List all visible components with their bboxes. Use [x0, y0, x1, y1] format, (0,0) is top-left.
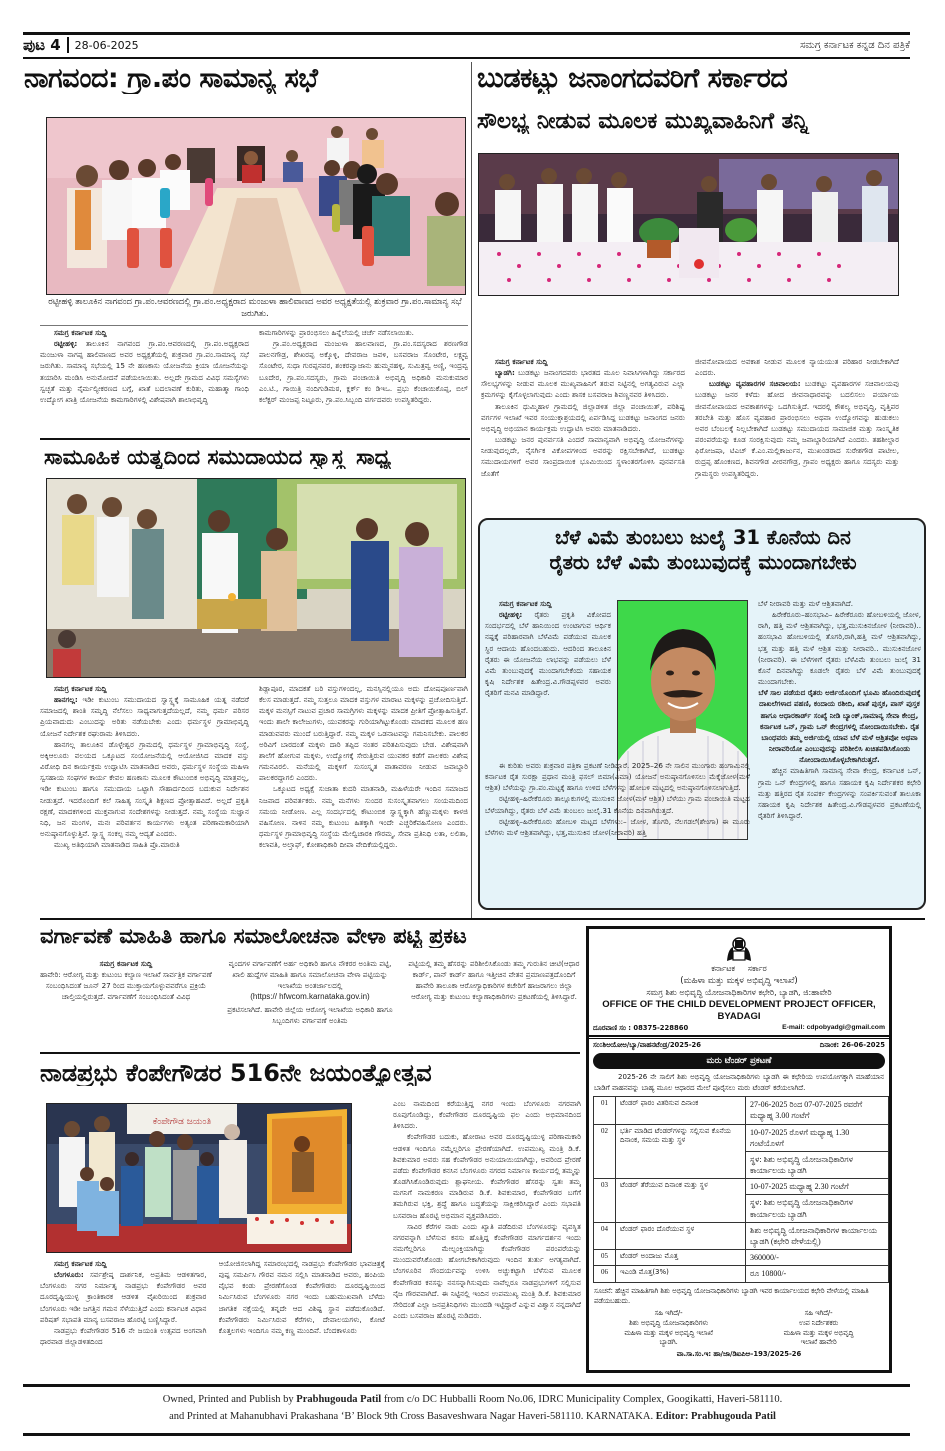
imprint-line-2 — [0, 1409, 945, 1425]
ad-ref-number: ಸಂ:ಶಿಅಯೋಅ/ಬ್ಯಾ/ವಾಹನಟೆಂಡ್ರ/2025-26 — [593, 1041, 702, 1050]
article3-body — [40, 683, 468, 915]
article3-paragraph — [40, 694, 249, 739]
article2-photo — [478, 153, 899, 296]
ad-signature-right — [784, 1309, 854, 1348]
tender-table-row — [594, 1124, 889, 1151]
article2-headline-line2: ಸೌಲಭ್ಯ ನೀಡುವ ಮೂಲಕ ಮುಖ್ಯವಾಹಿನಿಗೆ ತನ್ನಿ — [477, 110, 809, 134]
article4-headline-line1: ಬೆಳೆ ವಿಮೆ ತುಂಬಲು ಜುಲೈ 31 ಕೊನೆಯ ದಿನ — [555, 526, 851, 549]
article3-paragraph: ಮುಖ್ಯ ಅತಿಥಿಯಾಗಿ ಮಾತನಾಡಿದ ಸಾಹಿತಿ ಪ್ರೊ.ಮಾರುತಿ — [54, 840, 180, 850]
ad-govt-name: ಕರ್ನಾಟಕ ಸರ್ಕಾರ — [711, 964, 767, 973]
signature-line: ಉಪ ನಿರ್ದೇಶಕರು — [798, 1318, 839, 1327]
section-divider — [40, 918, 925, 920]
tender-row-number: 01 — [594, 1097, 616, 1124]
masthead-top-rule — [23, 32, 910, 35]
article1-column-1 — [40, 327, 249, 435]
article5-paragraph: ಹಾವೇರಿ: ಆರೋಗ್ಯ ಮತ್ತು ಕುಟುಂಬ ಕಲ್ಯಾಣ ಇಲಾಖೆ ಸಾರ್ವತ್ರಿಕ ವರ್ಗಾವಣೆ ಸಂಬಂಧಿಸಿದಂತೆ ಜೂನ್ 27 ರಿಂದ ಮುಕ್ತಾಯಗೊಳ್ಳುವವರೆಗೂ ಪ್ರಕ್ರಿಯೆ ಚಾಲ್ತಿಯಲ್ಲಿರುತ್ತದೆ. ವರ್ಗಾವಣೆಗೆ ಸಂಬಂಧಿಸಿದಂತೆ ವಿವಿಧ — [40, 970, 212, 1002]
article4-body-lower — [485, 760, 750, 906]
tender-advertisement — [586, 926, 892, 1373]
tender-row-number: 05 — [594, 1250, 616, 1266]
masthead — [23, 36, 910, 54]
article2-paragraph — [695, 378, 899, 478]
article2-text: ಬುಡಕಟ್ಟು ಜನಾಂಗದವರು ಭಾರತದ ಮೂಲ ನಿವಾಸಿಗಳಾಗಿದ್ದು ಸರ್ಕಾರದ ಸೌಲಭ್ಯಗಳನ್ನು ನೀಡುವ ಮೂಲಕ ಮುಖ್ಯವಾಹಿನಿಗೆ ತರುವ ನಿಟ್ಟಿನಲ್ಲಿ ಅಗತ್ಯವಿರುವ ಎಲ್ಲಾ ಕ್ರಮಗಳನ್ನು ಕೈಗೊಳ್ಳಲಾಗುವುದು ಎಂದು ಶಾಸಕ ಬಸವರಾಜ ಶಿವಣ್ಣನವರ ತಿಳಿಸಿದರು. — [481, 368, 685, 400]
article6-paragraph: ಆಯೋಜಿಸಲಾಗಿದ್ದ ಸಮಾರಂಭದಲ್ಲಿ ನಾಡಪ್ರಭು ಕೆಂಪೇಗೌಡರ ಭಾವಚಿತ್ರಕ್ಕೆ ಪುಷ್ಪ ಸಮರ್ಪಿಸಿ ಗೌರವ ನಮನ ಸಲ್ಲಿಸಿ ಮಾತನಾಡಿದ ಅವರು, ಹಂಪಿಯ ವೈಭವ ಕಂಡು ಪ್ರೇರಣೆಗೊಂಡ ಕೆಂಪೇಗೌಡರು ದೂರದೃಷ್ಟಿಯಿಂದ ನಿರ್ಮಿಸಿರುವ ಬೆಂಗಳೂರು ನಗರ ಇಂದು ಬಹುಮುಖವಾಗಿ ಬೆಳೆದು ಜಾಗತಿಕ ನಕ್ಷೆಯಲ್ಲಿ ತನ್ನದೇ ಆದ ವಿಶಿಷ್ಟ ಸ್ಥಾನ ಪಡೆದುಕೊಂಡಿದೆ. ಕೆಂಪೇಗೌಡರು ನಿರ್ಮಿಸಿರುವ ಕೆರೆಗಳು, ದೇವಾಲಯಗಳು, ಕೋಟೆ ಕೊತ್ತಲಗಳು ಇಂದಿಗೂ ನಮ್ಮ ಕಣ್ಣ ಮುಂದಿವೆ. ಬೆಂದಕಾಳೂರು — [218, 1259, 385, 1335]
article4-column-1-lower — [485, 760, 750, 906]
article3-photo — [46, 478, 466, 678]
caption-divider — [40, 325, 468, 326]
article1-paragraph — [40, 338, 249, 405]
article3-paragraph: ಶಿಡ್ಲಾಪೂರ, ಮಾದಕತೆ ಬರಿ ವಸ್ತುಗಳಿಂದಲ್ಲ, ಮನಸ್ಸಿನಲ್ಲಿಯೂ ಅದು ದೋಷಪೂರ್ಣವಾಗಿ ಕೆಲಸ ಮಾಡುತ್ತದೆ. ನಮ್ಮ ಸುತ್ತಲೂ ಮಾದಕ ವಸ್ತುಗಳ ಮಾರಾಟ ಮಕ್ಕಳನ್ನು ಪ್ರಚೋದಿಸುತ್ತಿದೆ. ಮಕ್ಕಳ ಮನಸ್ಸಿಗೆ ನಾಟುವ ಪ್ರಚಾರ ಸಾಮಗ್ರಿಗಳು ಮಕ್ಕಳನ್ನು ಮಾದಕ ಪ್ರೀತಿಗೆ ಪ್ರೋತ್ಸಾಹಿಸುತ್ತಿವೆ. ಇಂದು ಶಾಲೇ ಕಾಲೇಜುಗಳು, ಯುವಕರನ್ನು ಗುರಿಯಾಗಿಟ್ಟುಕೊಂಡು ಮಾದಕದ ಮೂಲಕ ಹಣ ಮಾಡುವವರು ಮುಂದೆ ಬರುತ್ತಿದ್ದಾರೆ. ನಮ್ಮ ಮಕ್ಕಳ ಒಡನಾಟವನ್ನು ಗಮನಿಸಬೇಕು. ಪಾಲಕರ ಅರಿವಿಗೆ ಬಾರದಂತೆ ಮಕ್ಕಳು ದಾರಿ ತಪ್ಪಿದ ನಂತರ ಪರಿತಪಿಸುವುದು ಬೇಡ. ವಿಶೇಷವಾಗಿ ಶಾಲೆಗೆ ಹೋಗುವ ಮಕ್ಕಳು, ಉದ್ಯೋಗಕ್ಕೆ ಸೇರುತ್ತಿರುವ ಯುವಕರ ಕಡೆಗೆ ಪಾಲಕರು ವಿಶೇಷ ಗಮನವಿರಲಿ. ಮನೆಯಲ್ಲಿ ಮಕ್ಕಳಿಗೆ ಸುಸಂಸ್ಕೃತ ವಾತಾವರಣ ನೀಡುವ ಜವಾಬ್ದಾರಿ ಪಾಲಕರದ್ದಾಗಲಿ ಎಂದರು. — [259, 684, 468, 783]
tender-table-row — [594, 1250, 889, 1266]
article2-column-2 — [695, 356, 899, 506]
article3-byline: ಸಮಗ್ರ ಕರ್ನಾಟಕ ಸುದ್ದಿ — [54, 684, 107, 693]
signature-line: ಸಹಿ ಇಗಿದೆ/- — [804, 1308, 833, 1317]
ad-title-banner: ಮರು ಟೆಂಡರ್ ಪ್ರಕಟಣೆ — [593, 1053, 885, 1069]
article3-headline: ಸಾಮೂಹಿಕ ಯತ್ನದಿಂದ ಸಮುದಾಯದ ಸ್ವಾಸ್ಥ್ಯ ಸಾಧ್ಯ — [44, 446, 392, 469]
article6-column-2 — [219, 1258, 386, 1378]
page-number: ಪುಟ 4 — [23, 36, 61, 54]
tender-row-value: ಸ್ಥಳ: ಶಿಶು ಅಭಿವೃದ್ಧಿ ಯೋಜನಾಧಿಕಾರಿಗಳ ಕಾರ್ಯಾಲಯ ಬ್ಯಾಡಗಿ — [746, 1151, 889, 1178]
article2-byline: ಸಮಗ್ರ ಕರ್ನಾಟಕ ಸುದ್ದಿ — [495, 357, 548, 366]
article6-body-left — [40, 1258, 385, 1378]
tender-row-number: 02 — [594, 1124, 616, 1179]
signature-line: ಮಹಿಳಾ ಮತ್ತು ಮಕ್ಕಳ ಅಭಿವೃದ್ಧಿ — [783, 1328, 854, 1337]
article6-column-1 — [40, 1258, 207, 1378]
article6-body-right — [393, 1098, 581, 1380]
tender-row-value: 360000/- — [746, 1250, 889, 1266]
article1-headline: ನಾಗವಂದ: ಗ್ರಾ.ಪಂ ಸಾಮಾನ್ಯ ಸಭೆ — [24, 64, 318, 94]
tender-table-row — [594, 1097, 889, 1124]
masthead-separator — [67, 37, 69, 53]
article4-box — [478, 518, 926, 910]
article4-paragraph: ಹಿರೇಕೆರೂರು–ಹಂಸಭಾವಿ– ಹಿರೇಕೆರೂರು ಹೋಬಳಿಯಲ್ಲಿ ಜೋಳ, ರಾಗಿ, ಹತ್ತಿ ಮಳೆ ಆಶ್ರಿತವಾಗಿದ್ದು, ಭತ್ತ,ಮುಸುಕಿನಜೋಳ (ನೀರಾವರಿ).. ಹಂಸಭಾವಿ ಹೋಬಳಿಯಲ್ಲಿ ತೊಗರಿ,ರಾಗಿ,ಹತ್ತಿ ಮಳೆ ಆಶ್ರಿತವಾಗಿದ್ದು, ಭತ್ತ ಮತ್ತು ಹತ್ತಿ ಮಳೆ ಆಶ್ರಿತ ಮತ್ತು ನೀರಾವರಿ.. ಮುಸುಕಿನಜೋಳ (ನೀರಾವರಿ). ಈ ಬೆಳೆಗಳಿಗೆ ರೈತರು ಬೆಳೆವಿಮೆ ತುಂಬಲು ಜುಲೈ 31 ಕೊನೆ ದಿನವಾಗಿದ್ದು ಕೂಡಲೇ ರೈತರು ಬೆಳೆ ವಿಮೆ ತುಂಬುವುದಕ್ಕೆ ಮುಂದಾಗಬೇಕು. — [758, 610, 921, 687]
imprint-text: and Printed at Mahanubhavi Prakashana ‘B’ Block 9th Cross Basaveshwara Nagar Haveri-581110. KARNATAKA. — [169, 1411, 656, 1422]
article1-caption: ರಟ್ಟೀಹಳ್ಳಿ ತಾಲೂಕಿನ ನಾಗವಂದ ಗ್ರಾ.ಪಂ.ಆವರಣದಲ್ಲಿ ಗ್ರಾ.ಪಂ.ಅಧ್ಯಕ್ಷರಾದ ಮಂಜುಳಾ ಹಾಲಿವಾಣದ ಅವರ ಅಧ್ಯಕ್ಷತೆಯಲ್ಲಿ ಶುಕ್ರವಾರ ಗ್ರಾ.ಪಂ.ಸಾಮಾನ್ಯ ಸಭೆ ಜರುಗಿತು. — [48, 297, 462, 320]
article5-headline: ವರ್ಗಾವಣೆ ಮಾಹಿತಿ ಹಾಗೂ ಸಮಾಲೋಚನಾ ವೇಳಾ ಪಟ್ಟಿ ಪ್ರಕಟ — [40, 925, 467, 948]
imprint-text: Owned, Printed and Publish by — [162, 1394, 297, 1405]
article2-paragraph: ಜೀವನೋಪಾಯದ ಅವಕಾಶ ನೀಡುವ ಮೂಲಕ ನ್ಯಾಯಯುತ ಪರಿಹಾರ ನೀಡಬೇಕಾಗಿದೆ ಎಂದರು. — [695, 357, 899, 378]
article6-text: ಸರ್ವಶ್ರೇಷ್ಠ ದಾರ್ಶನಿಕ, ಅಪ್ರತಿಮ ಆಡಳಿತಗಾರ, ಬೆಂಗಳೂರು ನಗರ ನಿರ್ಮಾತೃ ನಾಡಪ್ರಭು ಕೆಂಪೇಗೌಡರ ಅವರ ದೂರದೃಷ್ಟಿಯುಳ್ಳ ಕ್ರಾಂತಿಕಾರಕ ಆಡಳಿತ ವೈಖರಿಯಿಂದ ಶುಕ್ರವಾರ ಬೆಂಗಳೂರು ಇಡೀ ಜಗತ್ತಿನ ಗಮನ ಸೆಳೆಯುತ್ತಿದೆ ಎಂದು ಕರ್ನಾಟಕ ವಿಧಾನ ಪರಿಷತ್ ಸಭಾಪತಿ ಮಾನ್ಯ ಬಸವರಾಜ ಹೊರಟ್ಟಿ ಬಣ್ಣಿಸಿದ್ದಾರೆ. — [40, 1270, 207, 1324]
article5-column-3 — [408, 958, 580, 1048]
article3-column-1 — [40, 683, 249, 915]
article1-text: ತಾಲೂಕಿನ ನಾಗವಂದ ಗ್ರಾ.ಪಂ.ಆವರಣದಲ್ಲಿ ಗ್ರಾ.ಪಂ.ಅಧ್ಯಕ್ಷರಾದ ಮಂಜುಳಾ ನಾಗಪ್ಪ ಹಾಲಿವಾಣದ ಅವರ ಅಧ್ಯಕ್ಷತೆಯಲ್ಲಿ ಶುಕ್ರವಾರ ಗ್ರಾ.ಪಂ.ಸಾಮಾನ್ಯ ಸಭೆ ಜರುಗಿತು. ಸಾಮಾನ್ಯ ಸಭೆಯಲ್ಲಿ 15 ನೇ ಹಣಕಾಸು ಯೋಜನೆಯ ಕ್ರಿಯಾ ಯೋಜನೆಯನ್ನು ತಯಾರಿಸಿ ಮಂಡಿಸಿ ಅನುಮೋದನೆ ಪಡೆಯಲಾಯಿತು. ಅಲ್ಲದೇ ಗ್ರಾಮದ ವಿವಿಧ ಸಮಸ್ಯೆಗಳು ಸ್ವಚ್ಛತೆ ಮತ್ತು ನೈರ್ಮಲ್ಯೀಕರಣದ ಬಗ್ಗೆ, ಖಾತೆ ಬದಲಾವಣೆ ಕುರಿತು, ಮಹಾತ್ಮಾ ಗಾಂಧಿ ಉದ್ಯೋಗ ಖಾತ್ರಿ ಯೋಜನೆಯ ಕಾಮಗಾರಿಗಳಲ್ಲಿ ವಿಶೇಷವಾಗಿ ಶಾಲಾಭಿವೃದ್ಧಿ — [40, 339, 249, 404]
article2-subhead: ಬುಡಕಟ್ಟು ವ್ಯವಹಾರಗಳ ಸಚಿವಾಲಯ: — [709, 379, 801, 389]
article4-byline: ಸಮಗ್ರ ಕರ್ನಾಟಕ ಸುದ್ದಿ — [499, 599, 552, 608]
tender-row-value: ರೂ 10800/- — [746, 1266, 889, 1282]
tender-row-value: 10-07-2025 ರೊಳಗೆ ಮಧ್ಯಾಹ್ನ 1.30 ಗಂಟೆಯೊಳಗೆ — [746, 1124, 889, 1151]
section-divider — [40, 438, 470, 440]
ad-note: ಸೂಚನೆ: ಹೆಚ್ಚಿನ ಮಾಹಿತಿಗಾಗಿ ಶಿಶು ಅಭಿವೃದ್ಧಿ ಯೋಜನಾಧಿಕಾರಿಗಳು ಬ್ಯಾಡಗಿ ಇವರ ಕಾರ್ಯಾಲಯದ ಕಛೇರಿ ವೇಳೆಯಲ್ಲಿ ಮಾಹಿತಿ ಪಡೆಯಬಹುದು. — [594, 1286, 869, 1305]
article4-paragraph: ರಟ್ಟೀಹಳ್ಳಿ–ಹಿರೇಕೆರೂರು ತಾಲ್ಲೂಕುಗಳಲ್ಲಿ ಮುಸುಕಿನ ಜೋಳ(ಮಳೆ ಆಶ್ರಿತ) ಬೆಳೆಯು ಗ್ರಾಮ ಪಂಚಾಯಿತಿ ಮಟ್ಟದ ಬೆಳೆಯಾಗಿದ್ದು, ರೈತರು ಬೆಳೆ ವಿಮೆ ತುಂಬಲು ಜುಲೈ.31 ಕೊನೆಯ ದಿನವಾಗಿರುತ್ತದೆ. — [485, 794, 750, 815]
publisher-name: Prabhugouda Patil — [296, 1394, 382, 1405]
article6-dateline: ಬೆಂಗಳೂರು: — [54, 1270, 84, 1280]
article5-column-2 — [224, 958, 396, 1048]
ad-dipr-number: ವಾ.ಸಾ.ಸಂ.ಇ: ಹಾ/ಜಾ/ಡಿಐಪಿಆ–193/2025-26 — [676, 1350, 802, 1359]
ad-divider — [589, 1035, 889, 1037]
ceremony-photo-illustration — [479, 154, 899, 296]
article5-paragraph: ಪಟ್ಟಿಯಲ್ಲಿ ತಮ್ಮ ಹೆಸರನ್ನು ಪರಿಶೀಲಿಸಿಕೊಂಡು ತಮ್ಮ ಗುರುತಿನ ಚೀಟಿ(ಆಧಾರ ಕಾರ್ಡ್, ಪಾನ್ ಕಾರ್ಡ್ ಹಾಗೂ ಇತ್ತೀಚಿನ ವೇತನ ಪ್ರಮಾಣಪತ್ರದೊಂದಿಗೆ ಹಾವೇರಿ ತಾಲೂಕಾ ಆರೋಗ್ಯಾಧಿಕಾರಿಗಳ ಕಚೇರಿಗೆ ಹಾಜರಾಗಲು ಜಿಲ್ಲಾ ಆರೋಗ್ಯ ಮತ್ತು ಕುಟುಂಬ ಕಲ್ಯಾಣಾಧಿಕಾರಿಗಳು ಪ್ರಕಟಣೆಯಲ್ಲಿ ತಿಳಿಸಿದ್ದಾರೆ. — [408, 959, 580, 1002]
article2-text: ಬುಡಕಟ್ಟು ವ್ಯವಹಾರಗಳ ಸಚಿವಾಲಯವು ಬುಡಕಟ್ಟು ಜನರ ಕಳೆದು ಹೋದ ಜೀವನಾಧಾರವನ್ನು ಬದಲಿಸಲು ಪರ್ಯಾಯ ಜೀವನೋಪಾಯದ ಅವಕಾಶಗಳನ್ನು ಒದಗಿಸುತ್ತಿದೆ. ಇದರಲ್ಲಿ ಕೌಶಲ್ಯ ಅಭಿವೃದ್ಧಿ, ವೃತ್ತಿಪರ ತರಬೇತಿ ಮತ್ತು ಹೊಸ ವ್ಯವಹಾರ ಪ್ರಾರಂಭಿಸಲು ಅಥವಾ ಉದ್ಯೋಗವನ್ನು ಹುಡುಕಲು ಅವರ ಬೆಂಬಲಕ್ಕೆ ನಿಲ್ಲಬೇಕಾಗಿದೆ ಬುಡಕಟ್ಟು ಸಮುದಾಯದ ಸಾಮಾಜಿಕ ಮತ್ತು ಸಾಂಸ್ಕೃತಿಕ ಪರಂಪರೆಯನ್ನು ಕೂಡ ಸಂರಕ್ಷಿಸುವುದು ನಮ್ಮ ಜವಾಬ್ದಾರಿಯಾಗಿದೆ ಎಂದರು. ತಹಶೀಲ್ದಾರ ಫಿರೋಜಷಾ, ಟಿಎಚ್ ಕೆ.ಎಂ.ಮಲ್ಲಿಕಾರ್ಜುನ, ಮುಖಂಡರಾದ ಸುರೇಶಗೌಡ ಪಾಟೀಲ, ರುದ್ರಪ್ಪ ಹೊಂಕಣದ, ಶಿವನಗೌಡ ವೀರನಗೌಡ್ರ, ಗ್ರಾಪಂ ಅಧ್ಯಕ್ಷರು ಹಾಗೂ ಸದಸ್ಯರು ಮತ್ತು ಗ್ರಾಮಸ್ಥರು ಉಪಸ್ಥಿತರಿದ್ದರು. — [695, 379, 899, 478]
article1-photo — [46, 117, 466, 295]
ad-office-english-line2: BYADAGI — [717, 1011, 761, 1023]
article2-paragraph — [481, 367, 685, 400]
tender-table — [593, 1096, 889, 1282]
article6-paragraph: ಕೆಂಪೇಗೌಡರ ಬದುಕು, ಹೋರಾಟ ಅವರ ದೂರದೃಷ್ಟಿಯುಳ್ಳ ಪರಿಣಾಮಕಾರಿ ಆಡಳಿತ ಇಂದಿಗೂ ನಮ್ಮೆಲ್ಲರಿಗೂ ಪ್ರೇರಣೆಯಾಗಿದೆ. ಉಪಮುಖ್ಯ ಮಂತ್ರಿ ಡಿ.ಕೆ. ಶಿವಕುಮಾರ ಅವರು ಸಹ ಕೆಂಪೇಗೌಡರ ಅನುಯಾಯಿಯಾಗಿದ್ದು, ಅವರಿಂದ ಪ್ರೇರಣೆ ಪಡೆದು ಕೆಂಪೇಗೌಡರ ಕನಸಿನ ಬೆಂಗಳೂರು ನಗರದ ನಿರ್ಮಾಣ ಕಾರ್ಯದಲ್ಲಿ ತಮ್ಮನ್ನು ತೊಡಗಿಸಿಕೊಂಡಿರುವುದು ಶ್ಲಾಘನೀಯ. ಕೆಂಪೇಗೌಡರ ಹೆಸರನ್ನು ಸ್ವತಃ ತಮ್ಮ ಮಗನಿಗೆ ನಾಮಕರಣ ಮಾಡಿರುವ ಡಿ.ಕೆ. ಶಿವಕುಮಾರ, ಕೆಂಪೇಗೌಡರ ಬಗೆಗೆ ತಮಗಿರುವ ಭಕ್ತಿ, ಶ್ರದ್ಧೆ ಹಾಗೂ ಬದ್ಧತೆಯನ್ನು ಸಾಕ್ಷೀಕರಿಸಿದ್ದಾರೆ ಎಂದು ಸಭಾಪತಿ ಬಸವರಾಜ ಹೊರಟ್ಟಿ ಅಭಿಮಾನ ವ್ಯಕ್ತಪಡಿಸಿದರು. — [393, 1132, 581, 1220]
article1-paragraph: ಕಾಮಗಾರಿಗಳನ್ನು ಪ್ರಾರಂಭಿಸಲು ಹಿನ್ನೆಲೆಯಲ್ಲಿ ಚರ್ಚೆ ನಡೆಸಲಾಯಿತು. — [259, 328, 414, 337]
tender-row-item: ಟೆಂಡರ್ ಫಾರಂ ವಿತರಿಸುವ ದಿನಾಂಕ — [616, 1097, 746, 1124]
article3-dateline: ಹಾನಗಲ್ಲ: — [54, 695, 78, 705]
photo-banner-text: ಕೆಂಪೇಗೌಡ ಜಯಂತಿ — [152, 1117, 212, 1127]
ad-email[interactable]: E-mail: cdpobyadgi@gmail.com — [782, 1024, 885, 1032]
article6-photo — [46, 1103, 352, 1253]
tender-row-number: 03 — [594, 1179, 616, 1223]
article2-paragraph: ತಾಲೂಕಿನ ಧುಮ್ಮಿಹಾಳ ಗ್ರಾಮದಲ್ಲಿ ಜಿಲ್ಲಾಡಳಿತ ಜಿಲ್ಲಾ ಪಂಚಾಯಿತ್, ಪರಿಶಿಷ್ಟ ವರ್ಗಗಳ ಇಲಾಖೆ ಇವರ ಸಂಯುಕ್ತಾಶ್ರಯದಲ್ಲಿ ಏರ್ಪಡಿಸಿದ್ದ ಬುಡಕಟ್ಟು ಜನಾಂಗದ ಜನರು ಅಭಿವೃದ್ಧಿ ಅಭಿಯಾನ ಕಾರ್ಯಕ್ರಮ ಉದ್ಘಾಟಿಸಿ ಅವರು ಮಾತನಾಡಿದರು. — [481, 401, 685, 433]
ad-phone: ದೂರವಾಣಿ ಸಂ : 08375-228860 — [593, 1024, 689, 1033]
article5-paragraph: ವೃಂದಗಳ ವರ್ಗಾವಣೆಗೆ ಅರ್ಹ ಅಧಿಕಾರಿ ಹಾಗೂ ನೌಕರರ ಅಂತಿಮ ಪಟ್ಟಿ, ಖಾಲಿ ಹುದ್ದೆಗಳ ಮಾಹಿತಿ ಹಾಗೂ ಸಮಾಲೋಚನಾ ವೇಳಾ ಪಟ್ಟಿಯನ್ನು ಇಲಾಖೆಯ ಅಂತರ್ಜಾಲದಲ್ಲಿ — [228, 959, 392, 991]
article4-column-2 — [758, 598, 921, 906]
article3-text: ಇಡೀ ಕುಟುಂಬ ಸಮುದಾಯದ ಸ್ವಾಸ್ಥ್ಯಕ್ಕೆ ಸಾಮೂಹಿಕ ಯತ್ನ ನಡೆದರೆ ಸಮಾಜದಲ್ಲಿ ಶಾಂತಿ ಸಮೃದ್ಧಿ ನೆಲೆಸಲು ಸಾಧ್ಯವಾಗುತ್ತದೆಯಲ್ಲದೆ, ನಮ್ಮ ಧರ್ಮ ಪರಿಸರ ಪ್ರಿಯವಾದುದು ಎಂಬುದನ್ನು ಅರಿತು ನಡೆಯಬೇಕು ಎಂದು ಧರ್ಮಸ್ಥಳ ಗ್ರಾಮಾಭಿವೃದ್ಧಿ ಯೋಜನೆ ನಿರ್ದೇಶಕ ರಘುರಾಮ ತಿಳಿಸಿದರು. — [40, 695, 249, 738]
imprint-line-1 — [0, 1392, 945, 1408]
ad-department: (ಮಹಿಳಾ ಮತ್ತು ಮಕ್ಕಳ ಅಭಿವೃದ್ಧಿ ಇಲಾಖೆ) — [680, 975, 798, 986]
article6-headline: ನಾಡಪ್ರಭು ಕೆಂಪೇಗೌಡರ 516ನೇ ಜಯಂತ್ಯೋತ್ಸವ — [40, 1060, 432, 1087]
article4-paragraph: ಹೆಚ್ಚಿನ ಮಾಹಿತಿಗಾಗಿ ಸಾಮಾನ್ಯ ಸೇವಾ ಕೇಂದ್ರ, ಕರ್ನಾಟಕ ಒನ್, ಗ್ರಾಮ ಒನ್ ಕೇಂದ್ರಗಳಲ್ಲಿ ಹಾಗೂ ಸಹಾಯಕ ಕೃಷಿ ನಿರ್ದೇಶಕರ ಕಛೇರಿ ಮತ್ತು ಹತ್ತಿರದ ರೈತ ಸಂಪರ್ಕ ಕೇಂದ್ರಗಳನ್ನು ಸಂಪರ್ಕಿಸುವಂತೆ ತಾಲೂಕಾ ಸಹಾಯಕ ಕೃಷಿ ನಿರ್ದೇಶಕ ಹಿತೇಂದ್ರ.ವಿ.ಗೌಡಪ್ಪಳವರ ಪ್ರಕಟಣೆಯಲ್ಲಿ ರೈತರಿಗೆ ತಿಳಿಸಿದ್ದಾರೆ. — [758, 766, 921, 820]
signature-line: ಇಲಾಖೆ ಹಾವೇರಿ — [800, 1338, 837, 1347]
article4-text: ರೈತರು ಪ್ರಕೃತಿ ವಿಕೋಪದ ಸಂದರ್ಭದಲ್ಲಿ ಬೆಳೆ ಹಾನಿಯಿಂದ ಉಂಟಾಗುವ ಆರ್ಥಿಕ ನಷ್ಟಕ್ಕೆ ಪರಿಹಾರವಾಗಿ ಬೆಳೆವಿಮೆ ಪಡೆಯುವ ಮೂಲಕ ಸ್ಥಿರ ಆದಾಯ ಹೊಂದಬಹುದು. ಆದರಿಂದ ತಾಲೂಕಿನ ರೈತರು ಈ ಯೋಜನೆಯ ಲಾಭವನ್ನು ಪಡೆಯಲು ಬೆಳೆ ವಿಮೆ ತುಂಬುವುದಕ್ಕೆ ಮುಂದಾಗಬೇಕೆಂದು ಸಹಾಯಕ ಕೃಷಿ ನಿರ್ದೇಶಕ ಹಿತೇಂದ್ರ.ವಿ.ಗೌಡಪ್ಪಳವರ ಅವರು ರೈತರಿಗೆ ಮನವಿ ಮಾಡಿದ್ದಾರೆ. — [485, 610, 611, 698]
article4-paragraph: ಬೆಳೆ ನೀರಾವರಿ ಮತ್ತು ಮಳೆ ಆಶ್ರಿತವಾಗಿದೆ. — [758, 599, 854, 608]
tender-row-item: ಟೆಂಡರ್ ಫಾರಂ ದೊರೆಯುವ ಸ್ಥಳ — [616, 1222, 746, 1249]
tender-row-value: ಸ್ಥಳ: ಶಿಶು ಅಭಿವೃದ್ಧಿ ಯೋಜನಾಧಿಕಾರಿಗಳ ಕಾರ್ಯಾಲಯ ಬ್ಯಾಡಗಿ — [746, 1195, 889, 1222]
tender-table-row — [594, 1179, 889, 1195]
jayanti-photo-illustration — [47, 1104, 352, 1253]
tender-row-number: 06 — [594, 1266, 616, 1282]
ad-date: ದಿನಾಂಕ: 26-06-2025 — [819, 1041, 885, 1050]
ad-signatures — [589, 1309, 889, 1348]
article4-headline — [488, 526, 918, 576]
article5-column-1 — [40, 958, 212, 1048]
tender-row-value: 27-06-2025 ರಿಂದ 07-07-2025 ರವರೆಗೆ ಮಧ್ಯಾಹ್ನ 3.00 ಗಂಟೆಗೆ — [746, 1097, 889, 1124]
footer-bottom-rule — [23, 1433, 910, 1436]
tender-row-item: ಟೆಂಡರ್ ಅಂದಾಜು ಮೊತ್ತ — [616, 1250, 746, 1266]
paper-name: ಸಮಗ್ರ ಕರ್ನಾಟಕ ಕನ್ನಡ ದಿನ ಪತ್ರಿಕೆ — [800, 39, 910, 51]
column-divider — [471, 440, 472, 918]
meeting-photo-illustration — [47, 118, 466, 295]
article5-byline: ಸಮಗ್ರ ಕರ್ನಾಟಕ ಸುದ್ದಿ — [99, 959, 153, 968]
article6-paragraph: ನಾಡಪ್ರಭು ಕೆಂಪೇಗೌಡರ 516 ನೇ ಜಯಂತಿ ಉತ್ಸವದ ಅಂಗವಾಗಿ ಧಾರವಾಡ ಜಿಲ್ಲಾಡಳಿತದಿಂದ — [40, 1325, 207, 1347]
article4-headline-line2: ರೈತರು ಬೆಳೆ ವಿಮೆ ತುಂಬುವುದಕ್ಕೆ ಮುಂದಾಗಬೇಕು — [549, 550, 857, 574]
masthead-bottom-rule — [23, 57, 910, 59]
ad-signature-left — [624, 1309, 713, 1348]
article5-paragraph: ಪ್ರಕಟಿಸಲಾಗಿದೆ. ಹಾವೇರಿ ಜಿಲ್ಲೆಯ ಆರೋಗ್ಯ ಇಲಾಖೆಯ ಅಧಿಕಾರಿ ಹಾಗೂ ಸಿಬ್ಬಂದಿಗಳು ವರ್ಗಾವಣೆ ಅಂತಿಮ — [227, 1004, 393, 1026]
article4-paragraph — [485, 609, 611, 698]
article1-column-2 — [259, 327, 468, 435]
article6-column-3 — [393, 1098, 581, 1380]
signature-line: ಶಿಶು ಅಭಿವೃದ್ಧಿ ಯೋಜನಾಧಿಕಾರಿಗಳು — [629, 1318, 709, 1327]
tender-table-row — [594, 1222, 889, 1249]
article4-highlight: ಬೆಳೆ ಸಾಲ ಪಡೆಯದ ರೈತರು ಅರ್ಜಿಯೊಂದಿಗೆ ಭೂಮಿ ಹೊಂದಿರುವುದಕ್ಕೆ ದಾಖಲೆಗಳಾದ ಪಹಣಿ, ಕಂದಾಯ ರಶೀದಿ, ಖಾತೆ ಪುಸ್ತಕ, ಪಾಸ್ ಪುಸ್ತಕ ಹಾಗೂ ಆಧಾರಕಾರ್ಡ್ ಸಂಖ್ಯೆ ನೀಡಿ ಬ್ಯಾಂಕ್,ಸಾಮಾನ್ಯ ಸೇವಾ ಕೇಂದ್ರ, ಕರ್ನಾಟಕ ಒನ್, ಗ್ರಾಮ ಒನ್ ಕೇಂದ್ರಗಳಲ್ಲಿ ನೋಂದಾಯಿಸಬೇಕು. ರೈತ ಬಾಂಧವರು ತಮ್ಮ ಅರ್ಜಿಯಲ್ಲಿ ಯಾವ ಬೆಳೆ ಮಳೆ ಆಶ್ರಿತವೋ ಅಥವಾ ನೀರಾವರಿಯೋ ಎಂಬುವುದನ್ನು ಪರಿಶೀಲಿಸಿ ಖಚಿತಪಡಿಸಿಕೊಂಡು ನೋಂದಾಯಿಸಿಕೊಳ್ಳಬೇಕಾಗಿರುತ್ತದೆ. — [758, 688, 921, 765]
article3-paragraph: ಹಾನಗಲ್ಲ ತಾಲೂಕಿನ ಡೊಳ್ಳೇಶ್ವರ ಗ್ರಾಮದಲ್ಲಿ ಧರ್ಮಸ್ಥಳ ಗ್ರಾಮಾಭಿವೃದ್ಧಿ ಸಂಸ್ಥೆ, ಅಕ್ಕಿಆಲೂರು ವಲಯದ ಒಕ್ಕೂಟದ ಸಂಯೋಜನೆಯಲ್ಲಿ ಆಯೋಜಿಸಿದ ಮಾದಕ ವಸ್ತು ವಿರೋಧಿ ದಿನ ಕಾರ್ಯಕ್ರಮ ಉದ್ಘಾಟಿಸಿ ಮಾತನಾಡಿದ ಅವರು, ಧರ್ಮಸ್ಥಳ ಸಂಸ್ಥೆಯ ಮಹಿಳಾ ಸ್ವಸಹಾಯ ಸಂಘಗಳ ಕಾರ್ಯ ಕೇವಲ ಹಣಕಾಸು ಮೂಲಕ ಕೌಟುಂಬಿಕ ಅಭಿವೃದ್ಧಿ ಮಾತ್ರವಲ್ಲ, ಇಡೀ ಕುಟುಂಬ ಹಾಗೂ ಸಮುದಾಯ ಒಟ್ಟಾಗಿ ಸೌಹಾರ್ದದಿಂದ ಬದುಕುವ ನಿರ್ದೇಶನ ನೀಡುತ್ತದೆ. ಇದರೊಂದಿಗೆ ಕಲೆ ಸಾಹಿತ್ಯ ಸಂಸ್ಕೃತಿ ಶಿಕ್ಷಣದ ಪ್ರೋತ್ಸಾಹವಿದೆ. ಅಲ್ಲದೆ ಪ್ರಕೃತಿ ರಕ್ಷಣೆ, ಮಾದಕಗಳಿಂದ ಮುಕ್ತವಾಗುವ ಸಂದೇಶಗಳನ್ನು ನೀಡುತ್ತದೆ. ನಮ್ಮ ಸಂಸ್ಥೆಯ ಸುಜ್ಞಾನ ನಿಧಿ, ಜನ ಮಂಗಳ, ಮನಃ ಪರಿವರ್ತನ ಕಾರ್ಯಗಳು ಅತ್ಯಂತ ಪರಿಣಾಮಕಾರಿಯಾಗಿ ಅನುಷ್ಠಾನಗೊಳ್ಳುತ್ತಿವೆ. ಸ್ವಾಸ್ಥ್ಯ ಸಂಕಲ್ಪ ನಮ್ಮ ಆದ್ಯತೆ ಎಂದರು. — [40, 739, 249, 839]
article2-paragraph: ಬುಡಕಟ್ಟು ಜನರ ಪುನರ್ವಸತಿ ಎಂದರೆ ಸಾಮಾನ್ಯವಾಗಿ ಅಭಿವೃದ್ಧಿ ಯೋಜನೆಗಳನ್ನು ನೀಡುವುದಲ್ಲದೇ, ನೈಸರ್ಗಿಕ ವಿಕೋಪಗಳಿಂದ ಅವರನ್ನು ರಕ್ಷಿಸಬೇಕಾಗಿದೆ, ಬುಡಕಟ್ಟು ಸಮುದಾಯಗಳಿಗೆ ಅವರ ಸಾಂಪ್ರದಾಯಿಕ ಭೂಮಿಯಿಂದ ಸ್ಥಳಾಂತರಗೊಳಿಸಿ ಪುನರ್ವಸತಿ ಜೊತೆಗೆ — [481, 435, 685, 478]
article1-paragraph: ಗ್ರಾ.ಪಂ.ಅಧ್ಯಕ್ಷರಾದ ಮಂಜುಳಾ ಹಾಲವಾಣದ, ಗ್ರಾ.ಪಂ.ಸದಸ್ಯರಾದ ಶರಣಗೌಡ ಪಾಲನಗೌಡ್ರ, ಶೇಖರಪ್ಪ ಅಕ್ಕೊಳ್ಳಿ, ದೇವರಾಜ ಜವಳಿ, ಬಸವರಾಜ ಸೊಂಟೇರ, ಲಕ್ಷ್ಮವ್ವ ಸೊಂಟೇರ, ಸುಧಾ ಗುರಪ್ಪನವರ, ಶಂಕರವ್ವಾಜಾನು ಹುಮ್ಮನಹಳ್ಳಿ, ಸುಮಿತ್ರವ್ವ ಅಣ್ಣಿ, ಇಂದ್ರವ್ವ ಬೂದೇರ, ಗ್ರಾ.ಪಂ.ಸದಸ್ಯರು, ಗ್ರಾಮ ಪಂಚಾಯಿತಿ ಅಭಿವೃದ್ಧಿ ಅಧಿಕಾರಿ ಮನುಕುಮಾರ ಎಂ.ಟಿ., ಗಾಯಿತ್ರಿ ನಂದಿಗುಡಿಮಠ, ಕ್ಲರ್ಕ್ ಕಂ ಡಿಇಒ. ಪ್ರಭು ಕೆಂಚಾಯಿಕೊಪ್ಪ, ಬಿಲ್ ಕಲೆಕ್ಟರ್ ಮಂಜಪ್ಪ ನಿಟ್ಟೂರು, ಗ್ರಾ.ಪಂ.ಸಿಬ್ಬಂದಿ ವರ್ಗದವರು ಉಪಸ್ಥಿತರಿದ್ದರು. — [259, 339, 468, 404]
signature-line: ಮಹಿಳಾ ಮತ್ತು ಮಕ್ಕಳ ಅಭಿವೃದ್ಧಿ ಇಲಾಖೆ — [624, 1328, 713, 1337]
article4-dateline: ರಟ್ಟೀಹಳ್ಳಿ: — [499, 610, 523, 620]
article3-column-2 — [259, 683, 468, 915]
tender-row-item: ಟೆಂಡರ್ ತೆರೆಯುವ ದಿನಾಂಕ ಮತ್ತು ಸ್ಥಳ — [616, 1179, 746, 1223]
article1-dateline: ರಟ್ಟೀಹಳ್ಳಿ: — [54, 339, 78, 349]
footer-top-rule — [23, 1384, 910, 1387]
tender-table-row — [594, 1266, 889, 1282]
article2-body — [481, 356, 899, 506]
signature-line: ಬ್ಯಾಡಗಿ. — [659, 1338, 678, 1347]
tender-row-number: 04 — [594, 1222, 616, 1249]
article6-paragraph: ಎಂಬ ನಾಮದಿಂದ ಕರೆಯುತ್ತಿದ್ದ ನಗರ ಇಂದು ಬೆಂಗಳೂರು ನಗರವಾಗಿ ರೂಪುಗೊಂಡಿದ್ದು, ಕೆಂಪೇಗೌಡರ ದೂರದೃಷ್ಟಿಯ ಫಲ ಎಂದು ಅಭಿಮಾನದಿಂದ ತಿಳಿಸಿದರು. — [393, 1099, 581, 1131]
article4-paragraph: ಈ ಕುರಿತು ಅವರು ಶುಕ್ರವಾರ ಪತ್ರಿಕಾ ಪ್ರಕಟಣೆ ನೀಡಿದ್ದಾರೆ. 2025–26 ನೇ ಸಾಲಿನ ಮುಂಗಾರು ಹಂಗಾಮಿನಲ್ಲಿ ಕರ್ನಾಟಕ ರೈತ ಸುರಕ್ಷಾ ಪ್ರಧಾನ ಮಂತ್ರಿ ಫಸಲ್ ಬಿಮಾ(ವಿಮಾ) ಯೋಜನೆ ಅನುಷ್ಠಾನಗೊಳಿಸಲು ಮೆಕ್ಕೆಜೋಳ(ಮಳೆ ಆಶ್ರಿತ) ಬೆಳೆಯನ್ನು ಗ್ರಾ.ಪಂ.ಮಟ್ಟಕ್ಕೆ ಹಾಗೂ ಉಳಿದ ಬೆಳೆಗಳನ್ನು ಹೋಬಳಿ ಮಟ್ಟದಲ್ಲಿ ಅನುಷ್ಠಾನಗೊಳಿಸಲಾಗುತ್ತಿದೆ. — [485, 761, 750, 793]
article5-body — [40, 958, 580, 1048]
ad-ref-row — [589, 1041, 889, 1050]
ad-office-kannada: ಸಮಗ್ರ ಶಿಶು ಅಭಿವೃದ್ಧಿ ಯೋಜನಾಧಿಕಾರಿಗಳ ಕಛೇರಿ, ಬ್ಯಾಡಗಿ, ಜಿ:ಹಾವೇರಿ — [646, 987, 832, 997]
ad-intro: 2025-26 ನೇ ಸಾಲಿಗೆ ಶಿಶು ಅಭಿವೃದ್ಧಿ ಯೋಜನಾಧಿಕಾರಿಗಳು ಬ್ಯಾಡಗಿ ಈ ಕಛೇರಿಯ ಉಪಯೋಗಕ್ಕಾಗಿ ಮಾಹೆಯಾನ ಬಾಡಿಗೆ ವಾಹನವನ್ನು ಬಾಹ್ಯ ಮೂಲ ಆಧಾರದ ಮೇಲೆ ಪೂರೈಸಲು ಮರು ಟೆಂಡರ್ ಕರೆಯಲಾಗಿದೆ. — [594, 1073, 884, 1092]
ad-divider — [589, 1038, 889, 1039]
ad-office-english-line1: OFFICE OF THE CHILD DEVELOPMENT PROJECT OFFICER, — [602, 998, 876, 1010]
article1-byline: ಸಮಗ್ರ ಕರ್ನಾಟಕ ಸುದ್ದಿ — [54, 328, 107, 337]
tender-row-value: ಶಿಶು ಅಭಿವೃದ್ಧಿ ಯೋಜನಾಧಿಕಾರಿಗಳ ಕಾರ್ಯಾಲಯ ಬ್ಯಾಡಗಿ (ಕಛೇರಿ ವೇಳೆಯಲ್ಲಿ) — [746, 1222, 889, 1249]
article2-headline-line1: ಬುಡಕಟ್ಟು ಜನಾಂಗದವರಿಗೆ ಸರ್ಕಾರದ — [477, 64, 788, 94]
signature-line: ಸಹಿ ಇಗಿದೆ/- — [654, 1308, 683, 1317]
article2-dateline: ಬ್ಯಾಡಗಿ: — [495, 368, 515, 378]
imprint-text: from c/o DC Hubballi Room No.06, IDRC Municipality Complex, Googikatti, Haveri-581110. — [381, 1394, 783, 1405]
issue-date: 28-06-2025 — [74, 38, 139, 52]
article1-body — [40, 327, 468, 435]
article3-paragraph: ಒಕ್ಕೂಟದ ಅಧ್ಯಕ್ಷೆ ಸುಜಾತಾ ಕುದರಿ ಮಾತನಾಡಿ, ಮಹಿಳೆಯರೇ ಇಂದಿನ ಸಮಾಜದ ನಿಜವಾದ ಪರಿವರ್ತಕರು. ನಮ್ಮ ಮನೆಗಳು ಸುಂದರ ಸುಸಂಸ್ಕೃತವಾಗಲು ಸಂಯಮದಿಂದ ಸಮಯ ನೀಡೋಣ. ಎಲ್ಲ ಸಂದರ್ಭದಲ್ಲಿ ಕೌಟುಂಬಿಕ ಸ್ವಾಸ್ಥ್ಯಕ್ಕಾಗಿ ಹೆಣ್ಣುಮಕ್ಕಳು ಕಾಳಜಿ ವಹಿಸೋಣ. ನಾಳಿನ ನಮ್ಮ ಕುಟುಂಬ ಹಿತಕ್ಕಾಗಿ ಇಂದೇ ಎಚ್ಚರಿಕೆವಹಿಸೋಣ ಎಂದರು. ಧರ್ಮಸ್ಥಳ ಗ್ರಾಮಾಭಿವೃದ್ಧಿ ಸಂಸ್ಥೆಯ ಮೇಲ್ವಿಚಾರಕಿ ಗೌರಮ್ಮ, ಸೇವಾ ಪ್ರತಿನಿಧಿ ಲತಾ, ಲಲಿತಾ, ಕಲಾವತಿ, ಅಲ್ತಾಫ್, ಕೋಶಾಧಿಕಾರಿ ದೀಪಾ ವೇದಿಕೆಯಲ್ಲಿದ್ದರು. — [259, 784, 468, 850]
article6-paragraph — [40, 1269, 207, 1325]
masthead-left — [23, 36, 139, 54]
emblem-wrap — [589, 933, 889, 963]
tender-row-value: 10-07-2025 ಮಧ್ಯಾಹ್ನ 2.30 ಗಂಟೆಗೆ — [746, 1179, 889, 1195]
article6-paragraph: ಸಾವಿರ ಕೆರೆಗಳ ನಾಡು ಎಂದು ಖ್ಯಾತಿ ಪಡೆದಿರುವ ಬೆಂಗಳೂರನ್ನು ವ್ಯವಸ್ಥಿತ ನಗರವನ್ನಾಗಿ ಬೆಳೆಸುವ ಕನಸು ಹೊತ್ತಿದ್ದ ಕೆಂಪೇಗೌಡರ ಮಾರ್ಗದರ್ಶನ ಇಂದು ನಮಗೆಲ್ಲರಿಗೂ ಮೇಲ್ಪಂಕ್ತಿಯಾಗಿದ್ದು ಕೆಂಪೇಗೌಡರ ಪರಂಪರೆಯನ್ನು ಮುಂದುವರೆಸಿಕೊಂಡು ಹೋಗಬೇಕಾಗಿರುವುದು ಇಂದಿನ ತುರ್ತು ಅಗತ್ಯವಾಗಿದೆ. ಬೆಂಗಳೂರಿನ ಸೌಂದರ್ಯವನ್ನು ಉಳಿಸಿ ಅಚ್ಚುಕಟ್ಟಾಗಿ ಬೆಳೆಸುವ ಮೂಲಕ ಕೆಂಪೇಗೌಡರ ಕನಸನ್ನು ನನಸನ್ನಾಗಿಸುವುದು ನಾವೆಲ್ಲರೂ ನಾಡಪ್ರಭುಗಳಿಗೆ ಸಲ್ಲಿಸುವ ನೈಜ ಗೌರವವಾಗಿದೆ. ಈ ನಿಟ್ಟಿನಲ್ಲಿ ಇಂದಿನ ಉಪಮುಖ್ಯ ಮಂತ್ರಿ ಡಿ.ಕೆ. ಶಿವಕುಮಾರ ಸೇರಿದಂತೆ ಎಲ್ಲಾ ಜನಪ್ರತಿನಿಧಿಗಳು ಮುಂದಡಿ ಇಟ್ಟಿದ್ದಾರೆ ಎನ್ನುವ ವಿಶ್ವಾಸ ನನ್ನದಾಗಿದೆ ಎಂದು ಬಸವರಾಜ ಹೊರಟ್ಟಿ ನುಡಿದರು. — [393, 1221, 581, 1320]
ad-contact-row — [589, 1024, 889, 1033]
karnataka-emblem-icon — [724, 933, 754, 963]
article2-column-1 — [481, 356, 685, 506]
tender-row-item: ಇಎಂಡಿ ಮೊತ್ತ(3%) — [616, 1266, 746, 1282]
article5-url[interactable]: (https:// hfwcom.karnataka.gov.in) — [250, 992, 370, 1002]
article6-byline: ಸಮಗ್ರ ಕರ್ನಾಟಕ ಸುದ್ದಿ — [54, 1259, 107, 1268]
event-photo-illustration — [47, 479, 466, 678]
tender-row-item: ಭರ್ತಿ ಮಾಡಿದ ಟೆಂಡರ್‌ಗಳನ್ನು ಸಲ್ಲಿಸುವ ಕೊನೆಯ ದಿನಾಂಕ, ಸಮಯ ಮತ್ತು ಸ್ಥಳ — [616, 1124, 746, 1179]
article4-paragraph: ರಟ್ಟೀಹಳ್ಳಿ–ಹಿರೇಕೆರೂರು ಹೋಬಳಿ ಮಟ್ಟದ ಬೆಳೆಗಳು:– ಜೋಳ, ತೊಗರಿ, ನೆಲಗಡಲೆ(ಶೇಂಗಾ) ಈ ಮೂರು ಬೆಳೆಗಳು ಮಳೆ ಆಶ್ರಿತವಾಗಿದ್ದು, ಭತ್ತ,ಮುಸುಕಿನ ಜೋಳ(ನೀರಾವರಿ) ಹತ್ತಿ — [485, 816, 750, 837]
section-divider — [40, 1052, 580, 1054]
editor-name: Editor: Prabhugouda Patil — [655, 1411, 776, 1422]
